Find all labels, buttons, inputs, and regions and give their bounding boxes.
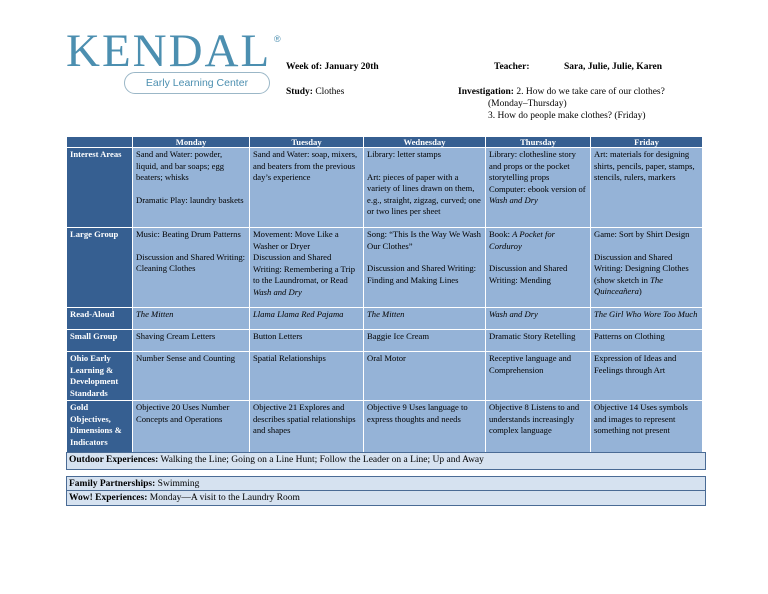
study-label: Study: <box>286 87 313 97</box>
large-thursday-1-text: Book: <box>489 229 511 239</box>
interest-tuesday-1: Sand and Water: soap, mixers, and beaters from the previous day’s experience <box>253 149 358 182</box>
small-group-monday: Shaving Cream Letters <box>133 330 250 352</box>
outdoor-experiences-bar <box>66 452 706 470</box>
day-header-row <box>67 137 703 148</box>
small-group-wednesday: Baggie Ice Cream <box>364 330 486 352</box>
read-aloud-row <box>67 308 703 330</box>
small-group-row <box>67 330 703 352</box>
gold-tuesday: Objective 21 Explores and describes spatial relationships and shapes <box>250 401 364 457</box>
large-monday <box>133 228 250 308</box>
week-line <box>286 61 379 73</box>
investigation-label: Investigation: <box>458 87 514 97</box>
teacher-label: Teacher: <box>494 62 530 72</box>
study-line <box>286 86 344 98</box>
interest-monday-1: Sand and Water: powder, liquid, and bar soaps; egg beaters; whisks <box>136 149 225 182</box>
large-tuesday-2-text: Discussion and Shared Writing: Remembering a Trip to the Laundromat, or Read <box>253 252 356 285</box>
large-friday-2-end: ) <box>638 286 642 296</box>
gold-friday: Objective 14 Uses symbols and images to represent something not present <box>591 401 703 457</box>
teacher-value: Sara, Julie, Julie, Karen <box>564 62 662 72</box>
teacher-label-wrap <box>494 61 530 73</box>
large-wednesday <box>364 228 486 308</box>
investigation-item-2: (Monday–Thursday) <box>488 99 567 109</box>
outdoor-label: Outdoor Experiences: <box>69 455 159 465</box>
large-monday-2: Discussion and Shared Writing: Cleaning Clothes <box>136 251 246 273</box>
teacher-value-wrap <box>564 61 662 73</box>
small-group-thursday: Dramatic Story Retelling <box>486 330 591 352</box>
large-wednesday-1: Song: “This Is the Way We Wash Our Clothes” <box>367 229 481 251</box>
read-aloud-thursday: Wash and Dry <box>486 308 591 330</box>
interest-friday <box>591 148 703 228</box>
interest-friday-1: Art: materials for designing shirts, pencils, paper, stamps, stencils, rulers, markers <box>594 149 695 182</box>
interest-wednesday-2: Art: pieces of paper with a variety of lines drawn on them, e.g., straight, zigzag, curved; one or two lines per sheet <box>367 171 481 216</box>
row-label-interest-areas: Interest Areas <box>67 148 133 228</box>
read-aloud-friday: The Girl Who Wore Too Much <box>591 308 703 330</box>
interest-areas-row <box>67 148 703 228</box>
large-thursday <box>486 228 591 308</box>
ohio-wednesday: Oral Motor <box>364 352 486 401</box>
interest-thursday-2-text: Computer: ebook version of <box>489 183 586 194</box>
row-label-large-group: Large Group <box>67 228 133 308</box>
read-aloud-monday: The Mitten <box>133 308 250 330</box>
investigation-line <box>458 86 665 98</box>
logo-wordmark: KENDAL <box>66 25 272 77</box>
gold-thursday: Objective 8 Listens to and understands increasingly complex language <box>486 401 591 457</box>
ohio-standards-row <box>67 352 703 401</box>
corner-cell <box>67 137 133 148</box>
row-label-small-group: Small Group <box>67 330 133 352</box>
large-group-row <box>67 228 703 308</box>
large-tuesday-1: Movement: Move Like a Washer or Dryer <box>253 229 339 251</box>
day-header-wednesday: Wednesday <box>364 137 486 148</box>
large-friday-2-text: Discussion and Shared Writing: Designing Clothes (show sketch in <box>594 251 689 285</box>
logo-subtitle: Early Learning Center <box>124 72 270 94</box>
interest-thursday-2-title: Wash and Dry <box>489 195 538 205</box>
large-tuesday-2 <box>253 252 360 298</box>
interest-thursday-1: Library: clothesline story and props or the pocket storytelling props <box>489 149 576 182</box>
investigation-item-3: 3. How do people make clothes? (Friday) <box>488 111 646 121</box>
row-label-gold-objectives: Gold Objectives, Dimensions & Indicators <box>67 401 133 457</box>
large-thursday-1 <box>489 229 587 252</box>
lesson-plan-table <box>66 136 703 457</box>
small-group-tuesday: Button Letters <box>250 330 364 352</box>
kendal-logo <box>66 25 286 98</box>
day-header-monday: Monday <box>133 137 250 148</box>
ohio-tuesday: Spatial Relationships <box>250 352 364 401</box>
read-aloud-tuesday: Llama Llama Red Pajama <box>250 308 364 330</box>
outdoor-text: Walking the Line; Going on a Line Hunt; Follow the Leader on a Line; Up and Away <box>160 455 484 465</box>
interest-tuesday <box>250 148 364 228</box>
ohio-monday: Number Sense and Counting <box>133 352 250 401</box>
day-header-tuesday: Tuesday <box>250 137 364 148</box>
ohio-thursday: Receptive language and Comprehension <box>486 352 591 401</box>
large-thursday-1-title: A Pocket for Corduroy <box>489 229 555 251</box>
interest-thursday <box>486 148 591 228</box>
family-text: Swimming <box>157 479 200 489</box>
small-group-friday: Patterns on Clothing <box>591 330 703 352</box>
day-header-friday: Friday <box>591 137 703 148</box>
gold-objectives-row <box>67 401 703 457</box>
read-aloud-wednesday: The Mitten <box>364 308 486 330</box>
interest-thursday-2 <box>489 184 587 207</box>
interest-wednesday <box>364 148 486 228</box>
gold-wednesday: Objective 9 Uses language to express thoughts and needs <box>364 401 486 457</box>
wow-label: Wow! Experiences: <box>69 493 148 503</box>
week-label: Week of: <box>286 62 323 72</box>
study-value: Clothes <box>315 87 345 97</box>
interest-wednesday-1: Library: letter stamps <box>367 149 441 159</box>
large-friday-2 <box>594 252 699 298</box>
large-thursday-2: Discussion and Shared Writing: Mending <box>489 263 568 285</box>
interest-monday <box>133 148 250 228</box>
large-monday-1: Music: Beating Drum Patterns <box>136 229 241 239</box>
row-label-read-aloud: Read-Aloud <box>67 308 133 330</box>
day-header-thursday: Thursday <box>486 137 591 148</box>
gold-monday: Objective 20 Uses Number Concepts and Operations <box>133 401 250 457</box>
large-tuesday-2-title: Wash and Dry <box>253 286 302 297</box>
large-friday-1: Game: Sort by Shirt Design <box>594 229 690 239</box>
large-tuesday <box>250 228 364 308</box>
row-label-ohio-standards: Ohio Early Learning & Development Standards <box>67 352 133 401</box>
week-value: January 20th <box>324 62 379 72</box>
wow-text: Monday—A visit to the Laundry Room <box>149 493 300 503</box>
logo-registered-mark: ® <box>274 34 281 44</box>
large-friday <box>591 228 703 308</box>
large-wednesday-2: Discussion and Shared Writing: Finding and Making Lines <box>367 263 477 285</box>
investigation-item-1: 2. How do we take care of our clothes? <box>516 87 665 97</box>
large-friday-2-title: The Quinceañera <box>594 274 663 296</box>
wow-experiences-bar <box>66 490 706 506</box>
family-label: Family Partnerships: <box>69 479 156 489</box>
interest-monday-2: Dramatic Play: laundry baskets <box>136 194 244 205</box>
ohio-friday: Expression of Ideas and Feelings through Art <box>591 352 703 401</box>
